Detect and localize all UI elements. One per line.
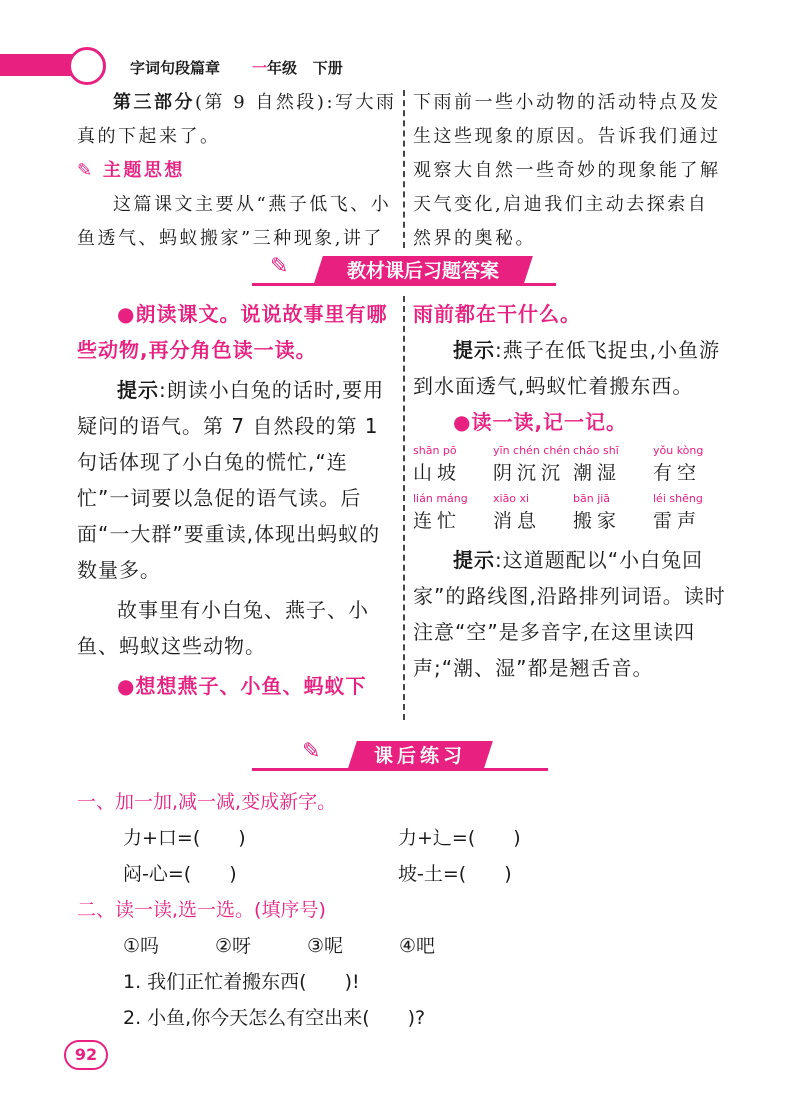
answers-left-column: [77, 296, 399, 704]
theme-title: 主题思想: [102, 160, 185, 181]
top-left-column: [77, 86, 399, 256]
part3-text: (第 9 自然段):写大雨真的下起来了。: [77, 92, 397, 147]
pencil-ruler-icon: ✎: [302, 739, 321, 764]
mascot-icon: [68, 47, 106, 85]
header-series: 字词句段篇章: [130, 59, 221, 77]
pencil-icon: ✎: [77, 160, 95, 181]
pinyin-row-2: lián máng xiāo xi bān jiā léi shēng: [413, 492, 703, 505]
section-banner-exercises: [347, 741, 493, 771]
question-2: ●想想燕子、小鱼、蚂蚁下: [117, 674, 367, 698]
grade-rest: 年级: [267, 59, 298, 77]
exercises: [77, 784, 757, 1036]
part3-label: 第三部分: [113, 92, 195, 113]
exercise-2-options: ①吗 ②呀 ③呢 ④吧: [123, 935, 436, 957]
question-1: ●朗读课文。说说故事里有哪些动物,再分角色读一读。: [77, 302, 388, 362]
hint-1: 提示:朗读小白兔的话时,要用疑问的语气。第 7 自然段的第 1 句话体现了小白兔的慌忙,“连忙”一词要以急促的语气读。后面“一大群”要重读,体现出蚂蚁的数量多。: [77, 378, 385, 582]
pencil-ruler-icon: ✎: [270, 254, 289, 279]
question-2-continued: 雨前都在干什么。: [413, 302, 581, 326]
word-row-1: 山坡 阴沉沉 潮湿 有空: [413, 462, 702, 484]
bullet-dot-icon: ●: [117, 302, 136, 326]
pinyin-row-1: shān pō yīn chén chén cháo shī yǒu kòng: [413, 444, 704, 457]
exercise-2-sentence: 1. 我们正忙着搬东西( )!: [123, 971, 360, 993]
hint-2: 提示:燕子在低飞捉虫,小鱼游到水面透气,蚂蚁忙着搬东西。: [413, 338, 721, 398]
exercise-1-title: 一、加一加,减一减,变成新字。: [77, 791, 337, 813]
hint-3: 提示:这道题配以“小白兔回家”的路线图,沿路排列词语。读时注意“空”是多音字,在这里读四声;“潮、湿”都是翘舌音。: [413, 548, 726, 680]
banner-title: 课后练习: [373, 745, 466, 767]
word-row-2: 连忙 消息 搬家 雷声: [413, 510, 702, 532]
grade-accent: 一: [252, 59, 268, 77]
section-banner-answers: [313, 256, 533, 286]
part3-paragraph: [77, 86, 399, 154]
animals-paragraph: 故事里有小白兔、燕子、小鱼、蚂蚁这些动物。: [77, 598, 369, 658]
column-divider-middle: [403, 296, 405, 720]
exercise-1-row: 力+口=( ) 力+辶=( ): [123, 827, 521, 849]
bullet-dot-icon: ●: [453, 410, 472, 434]
column-divider-top: [403, 90, 405, 248]
volume: 下册: [312, 59, 343, 77]
question-3: ●读一读,记一记。: [453, 410, 628, 434]
exercise-1-row: 闷-心=( ) 坡-土=( ): [123, 863, 512, 885]
header-grade: [252, 57, 343, 78]
top-right-column: 下雨前一些小动物的活动特点及发生这些现象的原因。告诉我们通过观察大自然一些奇妙的现象能了解天气变化,启迪我们主动去探索自然界的奥秘。: [413, 92, 721, 249]
exercise-2-sentence: 2. 小鱼,你今天怎么有空出来( )?: [123, 1007, 426, 1029]
exercise-2-title: 二、读一读,选一选。(填序号): [77, 899, 326, 921]
banner-title: 教材课后习题答案: [346, 260, 499, 282]
bullet-dot-icon: ●: [117, 674, 136, 698]
answers-right-column: [413, 296, 733, 686]
theme-paragraph: 这篇课文主要从“燕子低飞、小鱼透气、蚂蚁搬家”三种现象,讲了: [77, 194, 392, 249]
page-number: 92: [64, 1040, 108, 1070]
theme-heading: [77, 154, 399, 188]
